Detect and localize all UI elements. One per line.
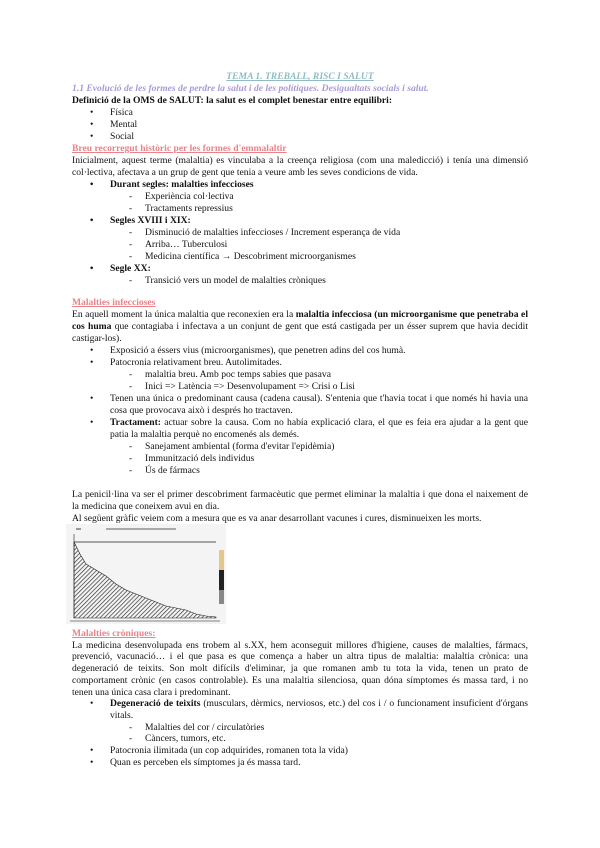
definition-heading: Definició de la OMS de SALUT: la salut es el complet benestar entre equilibri: [72, 95, 393, 106]
sub-item: - Arriba… Tuberculosi [72, 239, 528, 251]
infectious-intro [72, 309, 528, 345]
chronic-intro: La medicina desenvolupada ens trobem al s.XX, hem aconseguit millores d'higiene, causes de malalties, fármacs, prevenció, vacunació… i el que pasa es que comença a haber un altra tipus de malaltia: malaltia crònica: una degeneració de teixits. Son molt difícils d'eliminar, ja que romanen amb tu tota la vida, tenen un prato de comportament crònic (en casos controlable). Es una malaltia silenciosa, quan dóna símptomes és massa tard, i no tenen una única casa clara i predominant. [72, 639, 528, 698]
sub-item: - Medicina científica → Descobriment microorganismes [72, 251, 528, 263]
list-item: • Quan es perceben els símptomes ja és massa tard. [72, 757, 528, 769]
intro-text: que contagiaba i infectava a un conjunt de gent que está castigada per un ésser suprem que havia decidit castigar-los). [72, 321, 528, 344]
sub-item: - Experiència col·lectiva [72, 191, 528, 203]
section-subtitle: 1.1 Evolució de les formes de perdre la salut i de les polítiques. Desigualtats socials i salut. [72, 83, 429, 94]
sub-item: - Inici => Latència => Desenvolupament => Crisi o Lisi [72, 381, 528, 393]
list-item: • Segle XX: [72, 263, 528, 275]
penicillin-paragraph: La penicil·lina va ser el primer descobriment farmacèutic que permet eliminar la malaltia i que dona el naixement de la medicina que coneixem avui en dia. [72, 489, 528, 512]
sub-item: - Transició vers un model de malalties cròniques [72, 275, 528, 287]
list-item: • Patocronia relativament breu. Autolimitades. [72, 357, 528, 369]
section-chronic [72, 628, 528, 768]
list-item: • Mental [72, 119, 528, 131]
sub-item: - Disminució de malalties infeccioses / Increment esperança de vida [72, 227, 528, 239]
item-text: (musculars, dèrmics, nerviosos, etc.) del cos i / o funcionament insuficient d'órgans vitals. [110, 698, 528, 721]
sub-item: - Malalties del cor / circulatòries [72, 722, 528, 734]
tuberculosis-mortality-chart-image [66, 524, 226, 624]
sub-item: - Immunització dels individus [72, 453, 528, 465]
list-item: • Tenen una única o predominant causa (cadena causal). S'entenia que t'havia tocat i que només hi havia una cosa que provocava això i després ho tractaven. [72, 393, 528, 417]
item-bold: Tractament: [110, 417, 161, 428]
list-item: • Social [72, 131, 528, 143]
intro-text: En aquell moment la única malaltia que reconexien era la [72, 309, 296, 320]
sub-item: - Ús de fármacs [72, 465, 528, 477]
chronic-heading: Malalties cròniques: [72, 628, 156, 639]
section-infectious [72, 297, 528, 525]
item-text: actuar sobre la causa. Com no había explicació clara, el que es feia era ajudar a la gent que patia la malaltia perquè no encomenés als demés. [110, 417, 528, 440]
page-title: TEMA 1. TREBALL, RISC I SALUT [226, 71, 374, 82]
list-item: • Segles XVIII i XIX: [72, 215, 528, 227]
list-item [72, 698, 528, 721]
list-item: • Durant segles: malalties infeccioses [72, 179, 528, 191]
sub-item: - Tractaments repressius [72, 203, 528, 215]
history-intro: Inicialment, aquest terme (malaltia) es vinculaba a la creença religiosa (com una maledicció) i tenía una dimensió col·lectiva, afectava a un grup de gent que tenia a veure amb les seves condicions de vida. [72, 155, 528, 178]
infectious-heading: Malalties infeccioses [72, 297, 156, 308]
list-item: • Patocronia ilimitada (un cop adquirides, romanen tota la vida) [72, 745, 528, 757]
sub-item: - Sanejament ambiental (forma d'evitar l'epidèmia) [72, 441, 528, 453]
history-heading: Breu recorregut històric per les formes d'emmalaltir [72, 143, 287, 154]
sub-item: - malaltia breu. Amb poc temps sabies que pasava [72, 369, 528, 381]
sub-item: - Càncers, tumors, etc. [72, 733, 528, 745]
list-item [72, 417, 528, 441]
intro-bold: malaltia infecciosa (un microorganisme que penetraba el cos huma [72, 309, 528, 332]
section-intro [72, 71, 528, 287]
list-item: • Exposició a éssers vius (microorganismes), que penetren adins del cos humà. [72, 345, 528, 357]
chart-intro: Al següent gràfic veiem com a mesura que es va anar desarrollant vacunes i cures, disminueixen les morts. [72, 513, 482, 524]
list-item: • Física [72, 107, 528, 119]
item-bold: Degeneració de teixits [110, 698, 201, 710]
